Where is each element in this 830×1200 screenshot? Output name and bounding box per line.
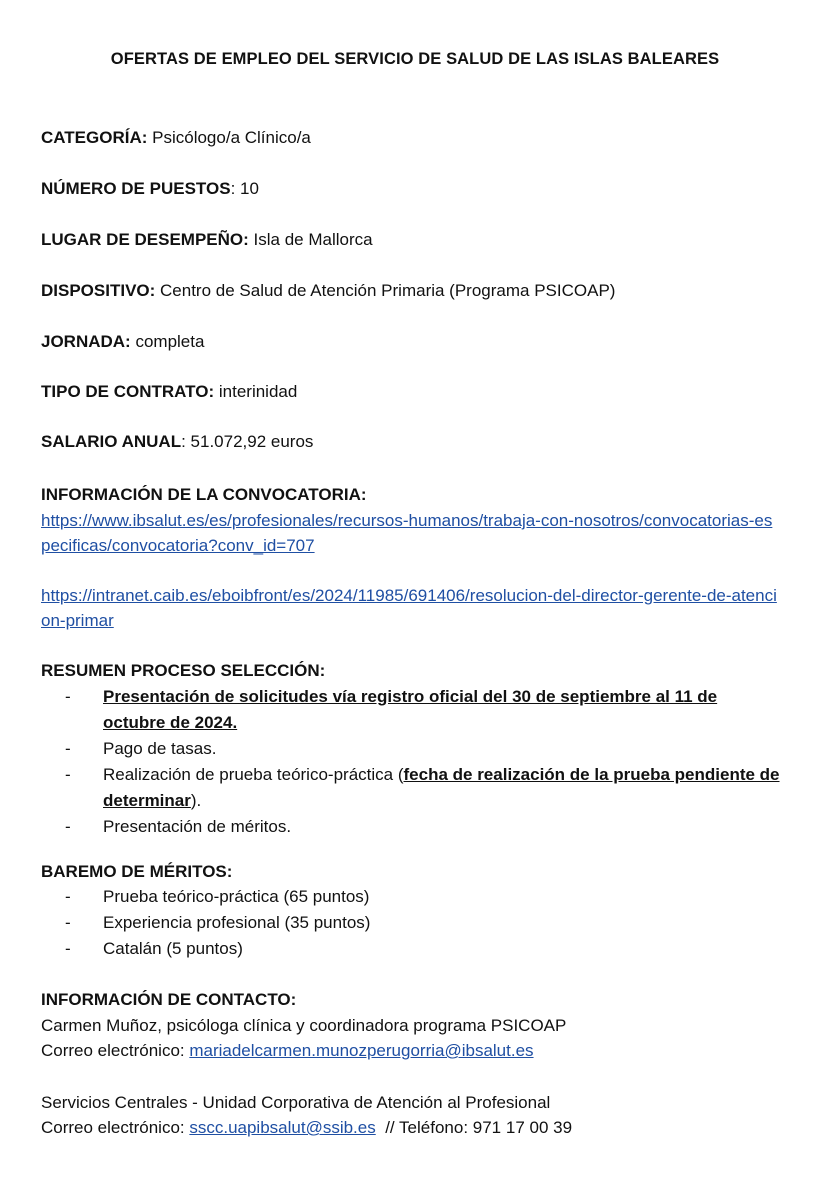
page-title: OFERTAS DE EMPLEO DEL SERVICIO DE SALUD DE LAS ISLAS BALEARES: [110, 50, 720, 68]
contacto-email-line: [41, 1038, 534, 1063]
field-numero-puestos: [41, 177, 790, 201]
proceso-item-prueba-post: ).: [190, 791, 202, 810]
dash-marker: -: [65, 913, 71, 932]
list-item: [41, 884, 781, 910]
proceso-item-prueba-pre: Realización de prueba teórico-práctica (: [103, 765, 404, 784]
field-label: CATEGORÍA:: [41, 128, 148, 147]
field-value: interinidad: [214, 382, 298, 401]
dash-marker: -: [65, 817, 71, 836]
proceso-item-meritos: Presentación de méritos.: [103, 817, 292, 836]
dash-marker: -: [65, 687, 71, 706]
convocatoria-link-boib[interactable]: https://intranet.caib.es/eboibfront/es/2024/11985/691406/resolucion-del-director-gerente-de-atencion-primar: [41, 586, 777, 630]
baremo-item: Catalán (5 puntos): [103, 939, 243, 958]
contacto-person: Carmen Muñoz, psicóloga clínica y coordinadora programa PSICOAP: [41, 1016, 567, 1035]
field-value: Centro de Salud de Atención Primaria (Programa PSICOAP): [155, 281, 616, 300]
dash-marker: -: [65, 765, 71, 784]
baremo-item: Experiencia profesional (35 puntos): [103, 913, 371, 932]
field-categoria: [41, 126, 790, 150]
dash-marker: -: [65, 887, 71, 906]
field-label: TIPO DE CONTRATO:: [41, 382, 215, 401]
dash-marker: -: [65, 739, 71, 758]
field-label: JORNADA:: [41, 332, 131, 351]
list-item: [41, 736, 781, 762]
baremo-list: [41, 884, 781, 962]
proceso-list: [41, 684, 781, 840]
field-value: Psicólogo/a Clínico/a: [147, 128, 311, 147]
field-salario: [41, 430, 790, 454]
field-value: completa: [130, 332, 205, 351]
field-jornada: [41, 330, 790, 354]
field-label: NÚMERO DE PUESTOS: [41, 179, 231, 198]
baremo-heading: BAREMO DE MÉRITOS:: [41, 862, 233, 881]
list-item: [41, 936, 781, 962]
convocatoria-heading: INFORMACIÓN DE LA CONVOCATORIA:: [41, 485, 367, 504]
field-tipo-contrato: [41, 380, 790, 404]
field-value: : 51.072,92 euros: [181, 432, 314, 451]
contacto-heading: INFORMACIÓN DE CONTACTO:: [41, 990, 297, 1009]
list-item: [41, 910, 781, 936]
list-item: [41, 814, 781, 840]
field-dispositivo: [41, 279, 790, 303]
field-value: Isla de Mallorca: [248, 230, 373, 249]
field-label: LUGAR DE DESEMPEÑO:: [41, 230, 249, 249]
list-item: [41, 762, 781, 814]
email-label: Correo electrónico:: [41, 1118, 190, 1137]
proceso-heading: RESUMEN PROCESO SELECCIÓN:: [41, 661, 326, 680]
field-value: : 10: [230, 179, 259, 198]
contacto-org: Servicios Centrales - Unidad Corporativa de Atención al Profesional: [41, 1093, 551, 1112]
contacto-org-email-line: [41, 1115, 572, 1140]
field-label: DISPOSITIVO:: [41, 281, 156, 300]
proceso-item-solicitudes: Presentación de solicitudes vía registro oficial del 30 de septiembre al 11 de octubre de 2024.: [103, 687, 718, 732]
convocatoria-link-ibsalut[interactable]: https://www.ibsalut.es/es/profesionales/recursos-humanos/trabaja-con-nosotros/convocatorias-especificas/convocatoria?conv_id=707: [41, 511, 773, 555]
proceso-item-tasas: Pago de tasas.: [103, 739, 217, 758]
baremo-item: Prueba teórico-práctica (65 puntos): [103, 887, 370, 906]
list-item: [41, 684, 781, 736]
org-email-link[interactable]: sscc.uapibsalut@ssib.es: [189, 1118, 376, 1137]
email-label: Correo electrónico:: [41, 1041, 190, 1060]
field-lugar: [41, 228, 790, 252]
contacto-email-link[interactable]: mariadelcarmen.munozperugorria@ibsalut.es: [189, 1041, 534, 1060]
proceso-item-prueba-fecha: fecha de realización de la prueba pendiente de determinar: [103, 765, 780, 810]
dash-marker: -: [65, 939, 71, 958]
field-label: SALARIO ANUAL: [41, 432, 182, 451]
phone-text: // Teléfono: 971 17 00 39: [375, 1118, 573, 1137]
